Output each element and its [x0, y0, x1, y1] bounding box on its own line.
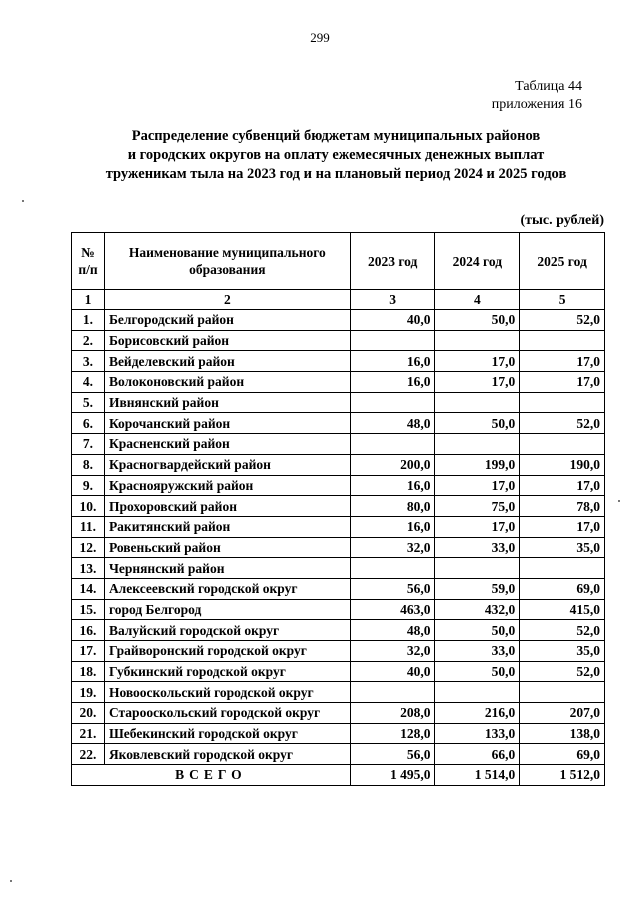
- column-number-row: [72, 290, 605, 310]
- col-number: 4: [435, 290, 520, 310]
- table-row: [72, 537, 605, 558]
- row-value-2025: [520, 434, 605, 455]
- table-row: [72, 744, 605, 765]
- row-number: 7.: [72, 434, 105, 455]
- total-row: [72, 765, 605, 786]
- table-row: [72, 496, 605, 517]
- row-value-2023: [350, 558, 435, 579]
- row-number: 12.: [72, 537, 105, 558]
- row-value-2025: 52,0: [520, 413, 605, 434]
- row-value-2023: 208,0: [350, 703, 435, 724]
- table-row: [72, 620, 605, 641]
- row-number: 2.: [72, 330, 105, 351]
- row-value-2023: 40,0: [350, 310, 435, 331]
- row-name: Яковлевский городской округ: [104, 744, 350, 765]
- row-number: 5.: [72, 392, 105, 413]
- row-value-2025: 207,0: [520, 703, 605, 724]
- title-line2: и городских округов на оплату ежемесячных денежных выплат: [127, 147, 545, 163]
- row-value-2023: 16,0: [350, 372, 435, 393]
- row-value-2025: 17,0: [520, 475, 605, 496]
- row-value-2025: 35,0: [520, 537, 605, 558]
- row-number: 6.: [72, 413, 105, 434]
- row-value-2025: 190,0: [520, 454, 605, 475]
- row-value-2024: 50,0: [435, 620, 520, 641]
- row-name: Белгородский район: [104, 310, 350, 331]
- row-number: 11.: [72, 516, 105, 537]
- table-reference: [492, 78, 582, 114]
- row-number: 4.: [72, 372, 105, 393]
- row-value-2024: 50,0: [435, 661, 520, 682]
- row-value-2024: 199,0: [435, 454, 520, 475]
- row-number: 3.: [72, 351, 105, 372]
- row-value-2023: 16,0: [350, 516, 435, 537]
- table-row: [72, 516, 605, 537]
- table-row: [72, 454, 605, 475]
- row-value-2023: 200,0: [350, 454, 435, 475]
- col-number: 5: [520, 290, 605, 310]
- row-number: 10.: [72, 496, 105, 517]
- document-title: [70, 127, 602, 184]
- table-row: [72, 641, 605, 662]
- row-value-2024: 75,0: [435, 496, 520, 517]
- row-value-2024: 50,0: [435, 310, 520, 331]
- table-row: [72, 372, 605, 393]
- row-name: город Белгород: [104, 599, 350, 620]
- row-name: Красненский район: [104, 434, 350, 455]
- row-number: 14.: [72, 578, 105, 599]
- row-number: 1.: [72, 310, 105, 331]
- row-name: Корочанский район: [104, 413, 350, 434]
- total-label: ВСЕГО: [72, 765, 351, 786]
- row-name: Ровеньский район: [104, 537, 350, 558]
- row-value-2024: 17,0: [435, 516, 520, 537]
- table-row: [72, 475, 605, 496]
- row-name: Ракитянский район: [104, 516, 350, 537]
- row-value-2023: 16,0: [350, 351, 435, 372]
- row-value-2024: 432,0: [435, 599, 520, 620]
- row-value-2025: [520, 392, 605, 413]
- row-name: Краснояружский район: [104, 475, 350, 496]
- table-row: [72, 682, 605, 703]
- row-value-2024: [435, 558, 520, 579]
- table-row: [72, 392, 605, 413]
- row-value-2023: 80,0: [350, 496, 435, 517]
- table-row: [72, 330, 605, 351]
- row-value-2023: 463,0: [350, 599, 435, 620]
- header-2024: 2024 год: [435, 233, 520, 290]
- row-number: 20.: [72, 703, 105, 724]
- row-value-2024: [435, 392, 520, 413]
- row-value-2023: [350, 392, 435, 413]
- row-value-2025: [520, 682, 605, 703]
- table-row: [72, 578, 605, 599]
- row-value-2023: [350, 434, 435, 455]
- row-number: 16.: [72, 620, 105, 641]
- table-ref-line2: приложения 16: [491, 97, 582, 112]
- scan-speck: [10, 880, 12, 882]
- scan-speck: [618, 500, 620, 502]
- total-2023: 1 495,0: [350, 765, 435, 786]
- row-value-2025: 138,0: [520, 723, 605, 744]
- row-value-2023: 40,0: [350, 661, 435, 682]
- col-number: 3: [350, 290, 435, 310]
- row-value-2023: [350, 682, 435, 703]
- row-value-2025: 17,0: [520, 351, 605, 372]
- row-value-2025: 17,0: [520, 372, 605, 393]
- row-value-2023: 56,0: [350, 744, 435, 765]
- row-name: Вейделевский район: [104, 351, 350, 372]
- row-value-2023: 32,0: [350, 641, 435, 662]
- row-number: 21.: [72, 723, 105, 744]
- row-name: Шебекинский городской округ: [104, 723, 350, 744]
- col-number: 2: [104, 290, 350, 310]
- table-row: [72, 599, 605, 620]
- row-value-2025: 69,0: [520, 578, 605, 599]
- row-number: 18.: [72, 661, 105, 682]
- header-row: [72, 233, 605, 290]
- row-value-2024: 50,0: [435, 413, 520, 434]
- row-name: Старооскольский городской округ: [104, 703, 350, 724]
- row-value-2025: 52,0: [520, 620, 605, 641]
- row-number: 9.: [72, 475, 105, 496]
- title-line3: труженикам тыла на 2023 год и на плановый период 2024 и 2025 годов: [105, 166, 567, 182]
- scan-speck: [22, 200, 24, 202]
- row-value-2024: 66,0: [435, 744, 520, 765]
- table-row: [72, 723, 605, 744]
- row-number: 15.: [72, 599, 105, 620]
- subvention-table: [71, 232, 605, 786]
- row-name: Грайворонский городской округ: [104, 641, 350, 662]
- table-row: [72, 703, 605, 724]
- row-value-2024: 17,0: [435, 351, 520, 372]
- row-value-2023: 32,0: [350, 537, 435, 558]
- row-value-2024: 33,0: [435, 641, 520, 662]
- table-row: [72, 310, 605, 331]
- row-value-2025: 415,0: [520, 599, 605, 620]
- row-value-2025: 78,0: [520, 496, 605, 517]
- row-value-2024: [435, 682, 520, 703]
- row-value-2025: 52,0: [520, 661, 605, 682]
- table-ref-line1: Таблица 44: [515, 79, 582, 94]
- table-row: [72, 351, 605, 372]
- header-name: Наименование муниципального образования: [104, 233, 350, 290]
- header-2023: 2023 год: [350, 233, 435, 290]
- row-value-2025: 69,0: [520, 744, 605, 765]
- units-label: (тыс. рублей): [520, 213, 604, 228]
- table-row: [72, 558, 605, 579]
- row-value-2024: 17,0: [435, 372, 520, 393]
- row-name: Волоконовский район: [104, 372, 350, 393]
- row-name: Борисовский район: [104, 330, 350, 351]
- row-value-2024: 33,0: [435, 537, 520, 558]
- row-value-2023: 128,0: [350, 723, 435, 744]
- row-value-2023: 48,0: [350, 620, 435, 641]
- row-name: Чернянский район: [104, 558, 350, 579]
- row-number: 8.: [72, 454, 105, 475]
- row-value-2025: 52,0: [520, 310, 605, 331]
- page-number: 299: [310, 30, 330, 45]
- row-name: Губкинский городской округ: [104, 661, 350, 682]
- table-row: [72, 413, 605, 434]
- row-value-2023: [350, 330, 435, 351]
- row-value-2024: [435, 330, 520, 351]
- row-value-2024: 133,0: [435, 723, 520, 744]
- row-value-2025: [520, 330, 605, 351]
- row-number: 19.: [72, 682, 105, 703]
- row-number: 13.: [72, 558, 105, 579]
- row-value-2024: 17,0: [435, 475, 520, 496]
- row-value-2023: 16,0: [350, 475, 435, 496]
- row-name: Алексеевский городской округ: [104, 578, 350, 599]
- row-value-2024: [435, 434, 520, 455]
- row-name: Валуйский городской округ: [104, 620, 350, 641]
- row-value-2023: 48,0: [350, 413, 435, 434]
- row-value-2024: 216,0: [435, 703, 520, 724]
- row-name: Красногвардейский район: [104, 454, 350, 475]
- row-value-2024: 59,0: [435, 578, 520, 599]
- row-value-2025: 35,0: [520, 641, 605, 662]
- row-value-2025: [520, 558, 605, 579]
- row-name: Прохоровский район: [104, 496, 350, 517]
- title-line1: Распределение субвенций бюджетам муниципальных районов: [131, 128, 541, 144]
- table-row: [72, 661, 605, 682]
- row-value-2023: 56,0: [350, 578, 435, 599]
- row-name: Ивнянский район: [104, 392, 350, 413]
- row-number: 22.: [72, 744, 105, 765]
- row-number: 17.: [72, 641, 105, 662]
- row-value-2025: 17,0: [520, 516, 605, 537]
- total-2024: 1 514,0: [435, 765, 520, 786]
- col-number: 1: [72, 290, 105, 310]
- header-num: № п/п: [72, 233, 105, 290]
- header-2025: 2025 год: [520, 233, 605, 290]
- table-row: [72, 434, 605, 455]
- total-2025: 1 512,0: [520, 765, 605, 786]
- row-name: Новооскольский городской округ: [104, 682, 350, 703]
